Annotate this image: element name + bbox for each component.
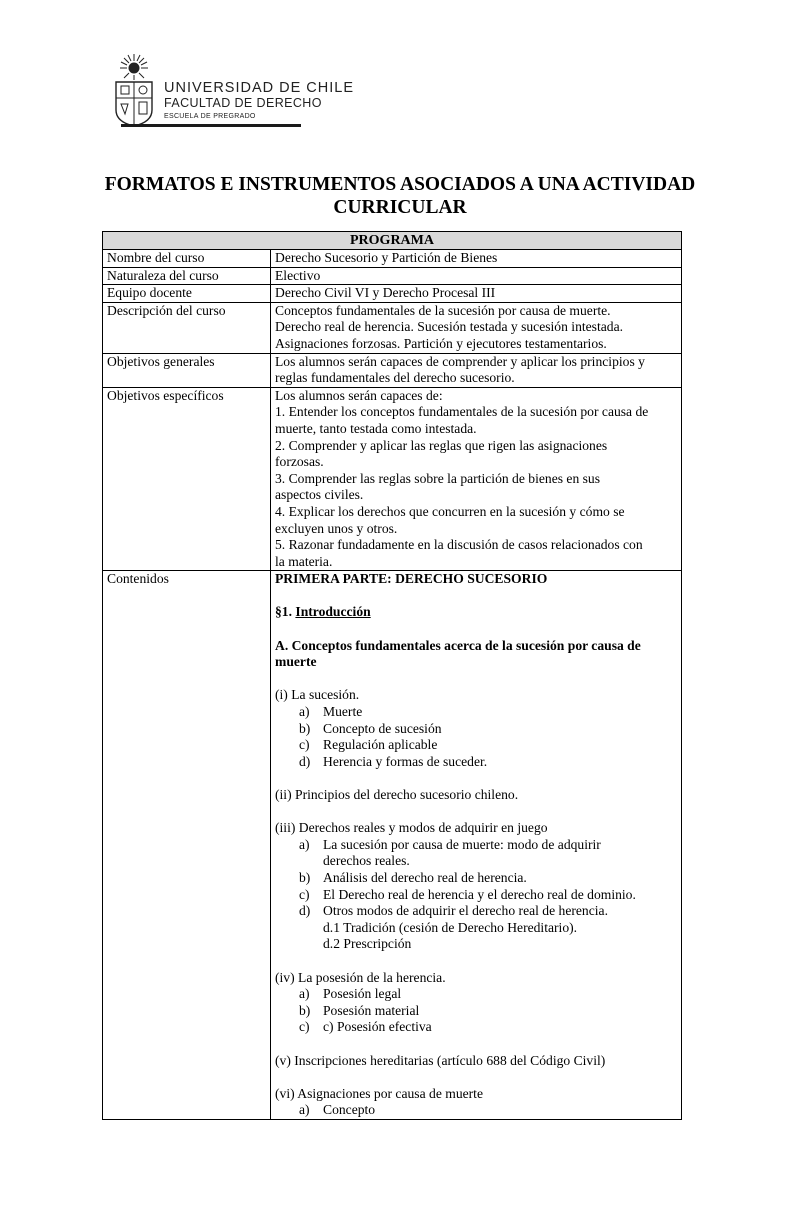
title-line-2: CURRICULAR [333,197,467,218]
sub-item-d1: d.1 Tradición (cesión de Derecho Hereditario). [323,919,578,935]
general-objectives-value [271,353,682,387]
text-line: la materia. [275,553,333,569]
course-nature-value: Electivo [271,267,682,285]
list-item: c) Regulación aplicable [299,737,438,753]
list-item: a) Posesión legal [299,986,402,1002]
list-item: d) Herencia y formas de suceder. [299,753,488,769]
program-table [102,231,682,1120]
list-item: b) Posesión material [299,1002,420,1018]
row-label: Nombre del curso [103,250,271,268]
topic-v-title: (v) Inscripciones hereditarias (artículo 688 del Código Civil) [275,1052,606,1068]
part-title: PRIMERA PARTE: DERECHO SUCESORIO [275,571,548,587]
faculty-name: FACULTAD DE DERECHO [164,96,322,110]
text-line: Derecho real de herencia. Sucesión testada y sucesión intestada. [275,319,624,335]
text-line: 1. Entender los conceptos fundamentales de la sucesión por causa de [275,404,649,420]
university-crest-icon [108,52,160,128]
table-row [103,571,682,1120]
topic-vi-list [275,1102,677,1119]
subsection-title: A. Conceptos fundamentales acerca de la sucesión por causa de [275,637,641,653]
course-name-value: Derecho Sucesorio y Partición de Bienes [271,250,682,268]
table-row [103,285,682,303]
row-label: Descripción del curso [103,302,271,353]
section-heading [275,604,677,621]
text-line: excluyen unos y otros. [275,520,398,536]
topic-iv-title: (iv) La posesión de la herencia. [275,969,446,985]
course-description-value [271,302,682,353]
title-line-1: FORMATOS E INSTRUMENTOS ASOCIADOS A UNA ACTIVIDAD [104,174,696,195]
document-title [80,173,720,219]
table-row [103,267,682,285]
text-line: muerte, tanto testada como intestada. [275,420,477,436]
section-number: §1. [275,604,292,620]
program-heading: PROGRAMA [103,232,682,250]
row-label: Contenidos [103,571,271,1120]
topic-i-list [275,704,677,770]
row-label: Objetivos específicos [103,387,271,571]
school-name: ESCUELA DE PREGRADO [164,113,256,120]
table-row [103,353,682,387]
topic-iii-list [275,837,677,920]
list-item: b) Análisis del derecho real de herencia. [299,869,527,885]
table-row [103,250,682,268]
text-line: Los alumnos serán capaces de comprender y aplicar los principios y [275,353,645,369]
section-title: Introducción [295,604,371,620]
text-line: 4. Explicar los derechos que concurren en la sucesión y cómo se [275,503,625,519]
sub-item-d2: d.2 Prescripción [323,936,412,952]
text-line: 2. Comprender y aplicar las reglas que rigen las asignaciones [275,437,608,453]
row-label: Equipo docente [103,285,271,303]
table-row [103,302,682,353]
specific-objectives-value [271,387,682,571]
topic-iii-title: (iii) Derechos reales y modos de adquirir en juego [275,820,548,836]
text-line: forzosas. [275,454,324,470]
topic-ii-title: (ii) Principios del derecho sucesorio chileno. [275,787,519,802]
list-item: c) c) Posesión efectiva [299,1019,432,1035]
text-line: 5. Razonar fundadamente en la discusión de casos relacionados con [275,537,643,553]
row-label: Objetivos generales [103,353,271,387]
list-item: a) Muerte [299,704,363,720]
logo-divider [121,124,301,127]
subsection-title-cont: muerte [275,654,317,670]
list-item: c) El Derecho real de herencia y el derecho real de dominio. [299,886,636,902]
text-line: reglas fundamentales del derecho sucesorio. [275,370,515,386]
list-item: d) Otros modos de adquirir el derecho real de herencia. [299,903,608,919]
list-item: b) Concepto de sucesión [299,720,442,736]
text-line: aspectos civiles. [275,487,364,503]
list-item: a) Concepto [299,1102,376,1118]
university-name: UNIVERSIDAD DE CHILE [164,80,355,96]
university-logo [108,52,355,132]
teaching-team-value: Derecho Civil VI y Derecho Procesal III [271,285,682,303]
contents-value [271,571,682,1120]
row-label: Naturaleza del curso [103,267,271,285]
text-line: Los alumnos serán capaces de: [275,387,443,403]
text-line: Asignaciones forzosas. Partición y ejecutores testamentarios. [275,335,607,351]
text-line: Conceptos fundamentales de la sucesión por causa de muerte. [275,302,611,318]
list-item: a) La sucesión por causa de muerte: modo de adquirir derechos reales. [299,836,601,869]
topic-vi-title: (vi) Asignaciones por causa de muerte [275,1085,483,1101]
table-row [103,387,682,571]
topic-i-title: (i) La sucesión. [275,687,360,703]
text-line: 3. Comprender las reglas sobre la partición de bienes en sus [275,470,601,486]
topic-iv-list [275,986,677,1036]
